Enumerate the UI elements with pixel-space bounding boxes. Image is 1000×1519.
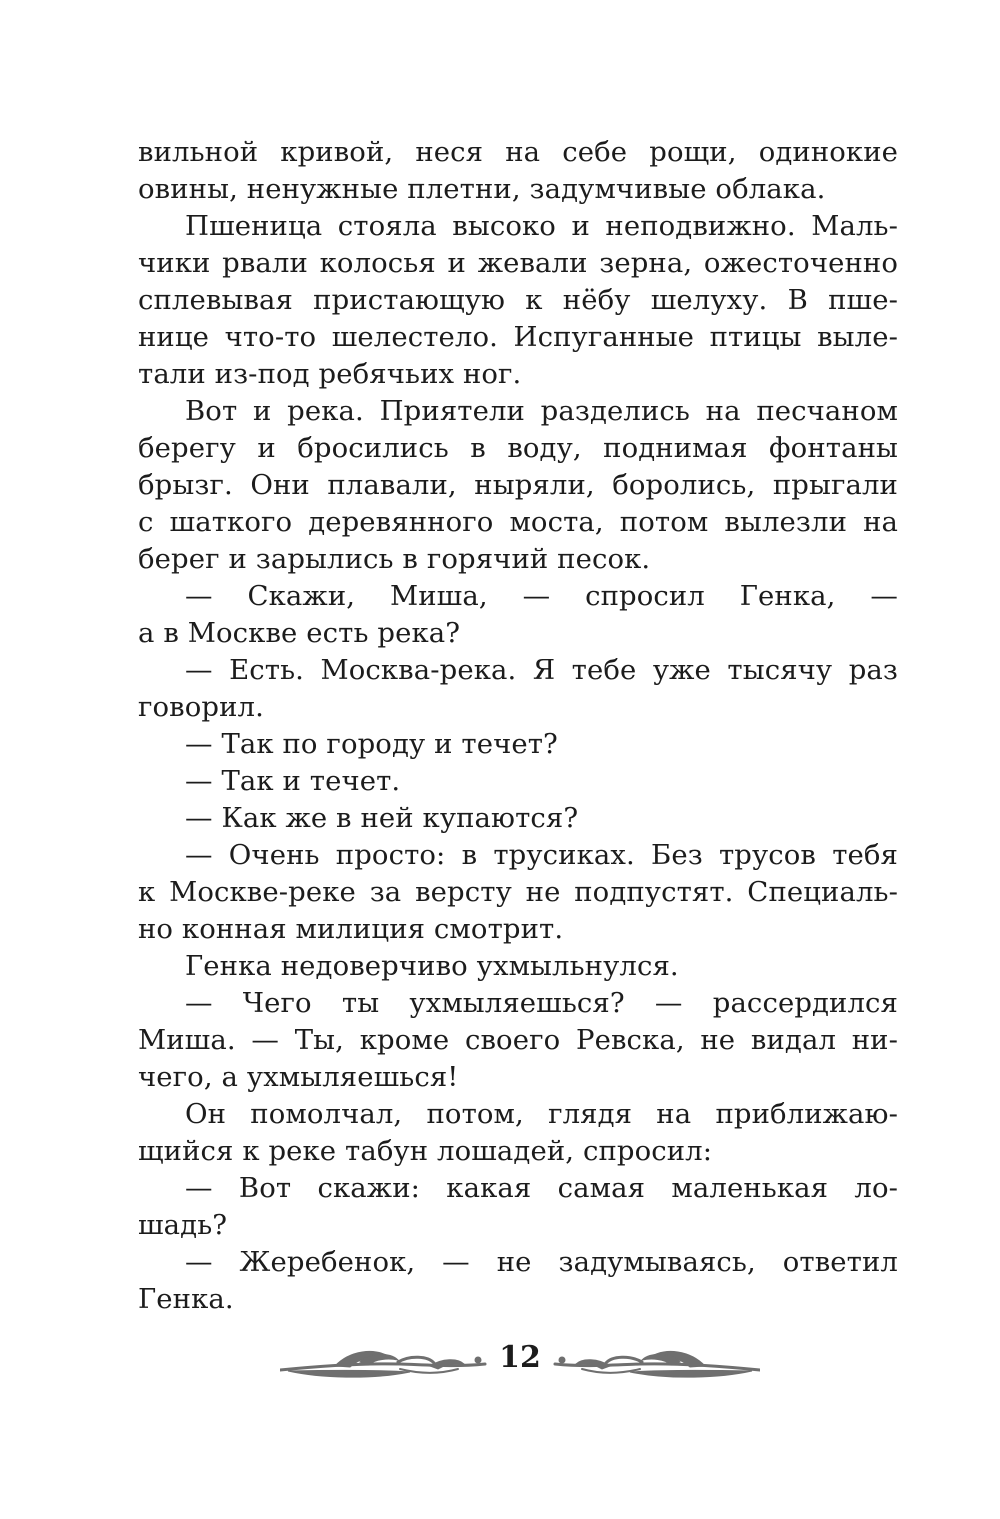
text-line: чего, а ухмыляешься! — [138, 1061, 459, 1093]
right-ornament-icon — [555, 1351, 760, 1377]
text-line: — Вот скажи: какая самая маленькая ло- — [185, 1172, 898, 1204]
text-line: — Как же в ней купаются? — [185, 802, 579, 834]
text-line: а в Москве есть река? — [138, 617, 461, 649]
text-line: чики рвали колосья и жевали зерна, ожесточенно — [138, 247, 898, 279]
text-line: берегу и бросились в воду, поднимая фонтаны — [138, 432, 898, 464]
text-line: — Жеребенок, — не задумываясь, ответил — [185, 1246, 898, 1278]
text-line: говорил. — [138, 691, 264, 723]
text-line: но конная милиция смотрит. — [138, 913, 564, 945]
text-line: — Очень просто: в трусиках. Без трусов тебя — [185, 839, 898, 871]
text-line: брызг. Они плавали, ныряли, боролись, прыгали — [138, 469, 898, 501]
book-page-text — [138, 134, 898, 1318]
text-line: — Есть. Москва-река. Я тебе уже тысячу раз — [185, 654, 898, 686]
text-line: шадь? — [138, 1209, 228, 1241]
text-line: с шаткого деревянного моста, потом вылезли на — [138, 506, 898, 538]
text-line: — Так по городу и течет? — [185, 728, 558, 760]
text-line: к Москве-реке за версту не подпустят. Специаль- — [138, 876, 898, 908]
text-line: — Скажи, Миша, — спросил Генка, — — [185, 580, 898, 612]
text-line: Вот и река. Приятели разделись на песчаном — [185, 395, 898, 427]
text-line: — Так и течет. — [185, 765, 401, 797]
text-line: Генка недоверчиво ухмыльнулся. — [185, 950, 679, 982]
text-line: — Чего ты ухмыляешься? — рассердился — [185, 987, 898, 1019]
text-line: Он помолчал, потом, глядя на приближаю- — [185, 1098, 898, 1130]
text-line: нице что-то шелестело. Испуганные птицы выле- — [138, 321, 898, 353]
text-line: Генка. — [138, 1283, 234, 1315]
text-line: щийся к реке табун лошадей, спросил: — [138, 1135, 713, 1167]
text-line: берег и зарылись в горячий песок. — [138, 543, 651, 575]
text-line: Миша. — Ты, кроме своего Ревска, не видал ни- — [138, 1024, 898, 1056]
text-line: тали из-под ребячьих ног. — [138, 358, 522, 390]
text-line: овины, ненужные плетни, задумчивые облака. — [138, 173, 826, 205]
left-ornament-icon — [280, 1351, 485, 1377]
page-number: 12 — [499, 1340, 541, 1375]
text-line: сплевывая пристающую к нёбу шелуху. В пше- — [138, 284, 898, 316]
text-line: Пшеница стояла высоко и неподвижно. Маль- — [185, 210, 898, 242]
page-footer — [280, 1336, 760, 1386]
text-line: вильной кривой, неся на себе рощи, одинокие — [138, 136, 898, 168]
